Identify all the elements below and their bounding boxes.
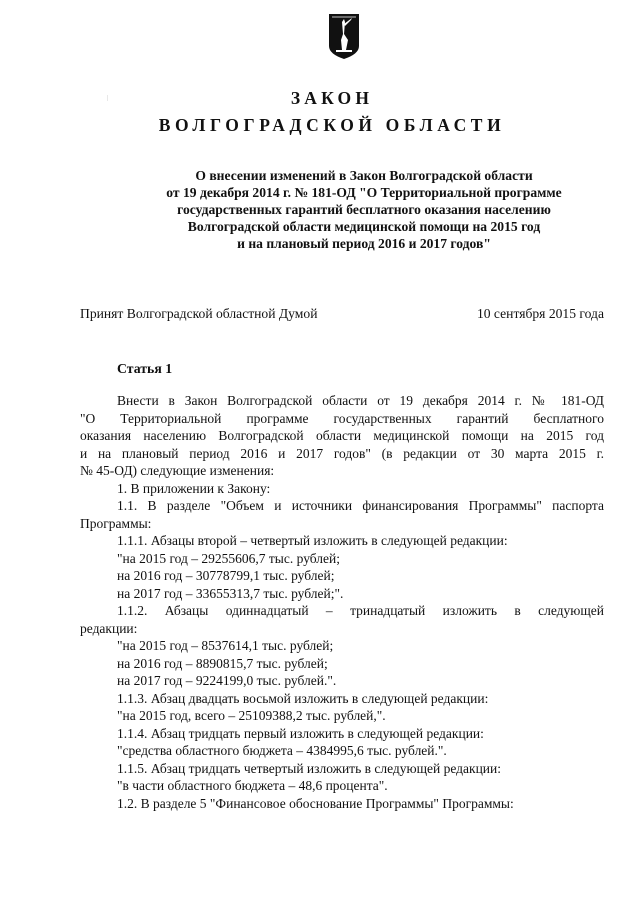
body-line: "на 2015 год – 8537614,1 тыс. рублей;	[117, 638, 334, 653]
body-line: № 45-ОД) следующие изменения:	[80, 463, 275, 478]
body-line: "на 2015 год, всего – 25109388,2 тыс. рублей,".	[117, 708, 386, 723]
adoption-row	[80, 306, 604, 322]
volgograd-coat-of-arms-icon	[327, 12, 361, 60]
body-line: 1. В приложении к Закону:	[117, 480, 271, 496]
body-line: Программы:	[80, 515, 152, 531]
body-line: на 2017 год – 33655313,7 тыс. рублей;".	[117, 585, 344, 601]
body-line: "средства областного бюджета – 4384995,6 тыс. рублей.".	[117, 743, 447, 758]
body-line: 1.1.1. Абзацы второй – четвертый изложить в следующей редакции:	[117, 533, 508, 548]
body-line: "на 2015 год – 29255606,7 тыс. рублей;	[117, 550, 341, 566]
body-line: 1.1.4. Абзац тридцать первый изложить в следующей редакции:	[117, 725, 484, 741]
body-line: 1.1.2. Абзацы одиннадцатый – тринадцатый изложить в следующей	[117, 603, 604, 618]
law-region-title: ВОЛГОГРАДСКОЙ ОБЛАСТИ	[158, 115, 506, 135]
adoption-date: 10 сентября 2015 года	[476, 306, 604, 321]
body-line: на 2016 год – 8890815,7 тыс. рублей;	[117, 655, 328, 671]
subtitle-line: от 19 декабря 2014 г. № 181-ОД "О Территориальной программе	[166, 185, 562, 200]
body-line: редакции:	[80, 620, 138, 636]
subtitle-line: и на плановый период 2016 и 2017 годов"	[237, 236, 491, 251]
subtitle-line: Волгоградской области медицинской помощи на 2015 год	[187, 219, 541, 234]
body-line: 1.1.3. Абзац двадцать восьмой изложить в следующей редакции:	[117, 690, 489, 706]
body-line: оказания населению Волгоградской области медицинской помощи на 2015 год	[80, 428, 604, 443]
body-line: 1.1. В разделе "Объем и источники финансирования Программы" паспорта	[117, 498, 604, 513]
body-line: "в части областного бюджета – 48,6 процента".	[117, 778, 388, 793]
article-heading: Статья 1	[117, 361, 173, 376]
subtitle-line: О внесении изменений в Закон Волгоградской области	[195, 168, 533, 183]
law-title: ЗАКОН	[290, 88, 374, 108]
body-line: на 2016 год – 30778799,1 тыс. рублей;	[117, 568, 335, 583]
subtitle-line: государственных гарантий бесплатного оказания населению	[177, 202, 551, 217]
adopted-by: Принят Волгоградской областной Думой	[80, 306, 318, 321]
body-line: и на плановый период 2016 и 2017 годов" (в редакции от 30 марта 2015 г.	[80, 445, 604, 461]
body-line: "О Территориальной программе государственных гарантий бесплатного	[80, 410, 604, 426]
body-line: на 2017 год – 9224199,0 тыс. рублей.".	[117, 673, 337, 688]
law-subtitle	[80, 167, 640, 252]
body-line: Внести в Закон Волгоградской области от 19 декабря 2014 г. № 181-ОД	[117, 393, 604, 408]
article-body	[80, 392, 604, 812]
body-line: 1.1.5. Абзац тридцать четвертый изложить в следующей редакции:	[117, 760, 502, 776]
body-line: 1.2. В разделе 5 "Финансовое обоснование Программы" Программы:	[117, 795, 514, 811]
